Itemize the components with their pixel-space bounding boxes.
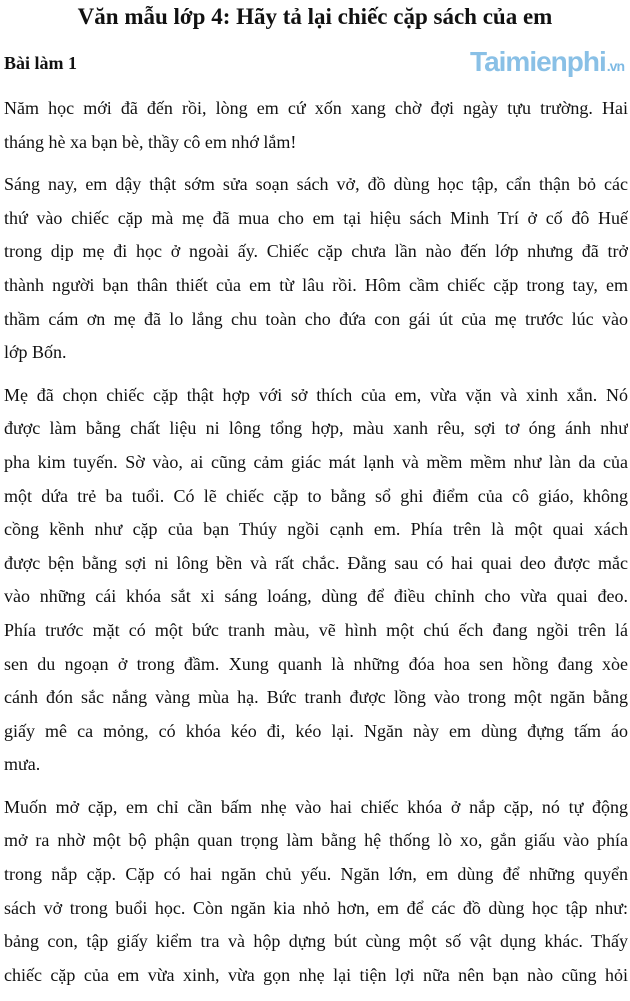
paragraph-line: cồng kềnh như cặp của bạn Thúy ngồi cạnh em. Phía trên là một quai xách (4, 519, 628, 540)
paragraph-line: Muốn mở cặp, em chỉ cần bấm nhẹ vào hai chiếc khóa ở nắp cặp, nó tự động (4, 796, 628, 817)
paragraph-line: bảng con, tập giấy kiểm tra và hộp dựng bút cùng một số vật dụng khác. Thấy (4, 931, 628, 952)
paragraph-line: mưa. (4, 754, 41, 775)
paragraph-line: trong nắp cặp. Cặp có hai ngăn chủ yếu. Ngăn lớn, em dùng để những quyển (4, 864, 628, 885)
paragraph-line: Sáng nay, em dậy thật sớm sửa soạn sách vở, đồ dùng học tập, cẩn thận bỏ các (4, 174, 628, 195)
paragraph-line: chiếc cặp của em vừa xinh, vừa gọn nhẹ lại tiện lợi nữa nên bạn nào cũng hỏi (4, 964, 628, 985)
paragraph-line: được bện bằng sợi ni lông bền và rất chắc. Đằng sau có hai quai deo được mắc (4, 552, 628, 573)
paragraph-line: thầm cám ơn mẹ đã lo lắng chu toàn cho đứa con gái út của mẹ trước lúc vào (4, 308, 628, 329)
document-title: Văn mẫu lớp 4: Hãy tả lại chiếc cặp sách của em (77, 4, 553, 29)
paragraph-line: sách vở trong buổi học. Còn ngăn kia nhỏ hơn, em để các đồ dùng học tập như: (4, 897, 628, 918)
paragraph (4, 92, 628, 159)
paragraph-line: cánh đón sắc nắng vàng mùa hạ. Bức tranh được lồng vào trong một ngăn bằng (4, 687, 628, 708)
paragraph-line: trong dịp mẹ đi học ở ngoài ấy. Chiếc cặp chưa lần nào đến lớp nhưng đã trở (4, 241, 628, 262)
paragraph-line: vào những cái khóa sắt xi sáng loáng, dùng để điều chỉnh cho vừa quai đeo. (4, 586, 628, 607)
paragraph-line: Phía trước mặt có một bức tranh màu, vẽ hình một chú ếch đang ngồi trên lá (4, 619, 628, 640)
document-body (4, 92, 628, 1001)
paragraph-line: giấy mê ca mỏng, có khóa kéo đi, kéo lại. Ngăn này em dùng đựng tấm áo (4, 720, 628, 741)
paragraph-line: tháng hè xa bạn bè, thầy cô em nhớ lắm! (4, 131, 297, 152)
watermark-logo (470, 44, 624, 80)
section-heading: Bài làm 1 (4, 53, 78, 73)
paragraph (4, 379, 628, 782)
paragraph-line: thành người bạn thân thiết của em từ lâu rồi. Hôm cầm chiếc cặp trong tay, em (4, 274, 628, 295)
paragraph-line: sen du ngoạn ở trong đầm. Xung quanh là những đóa hoa sen hồng đang xòe (4, 653, 628, 674)
paragraph-line: Năm học mới đã đến rồi, lòng em cứ xốn xang chờ đợi ngày tựu trường. Hai (4, 98, 628, 118)
paragraph-line: pha kim tuyến. Sờ vào, ai cũng cảm giác mát lạnh và mềm mềm như làn da của (4, 451, 628, 472)
watermark-suffix: .vn (606, 58, 624, 74)
paragraph-line: được làm bằng chất liệu ni lông tổng hợp, màu xanh rêu, sợi tơ óng ánh như (4, 418, 628, 439)
paragraph-line: một dứa trẻ ba tuổi. Có lẽ chiếc cặp to bằng sổ ghi điểm của cô giáo, không (4, 485, 628, 506)
watermark-name: Taimienphi (470, 46, 606, 77)
paragraph-line: mở ra nhờ một bộ phận quan trọng làm bằng hệ thống lò xo, gắn giấu vào phía (4, 830, 628, 851)
paragraph-line: Mẹ đã chọn chiếc cặp thật hợp với sở thích của em, vừa vặn và xinh xắn. Nó (4, 384, 628, 405)
paragraph (4, 791, 628, 993)
paragraph (4, 168, 628, 370)
paragraph-line: lớp Bốn. (4, 342, 67, 363)
paragraph-line: thứ vào chiếc cặp mà mẹ đã mua cho em tại hiệu sách Minh Trí ở cố đô Huế (4, 207, 628, 228)
